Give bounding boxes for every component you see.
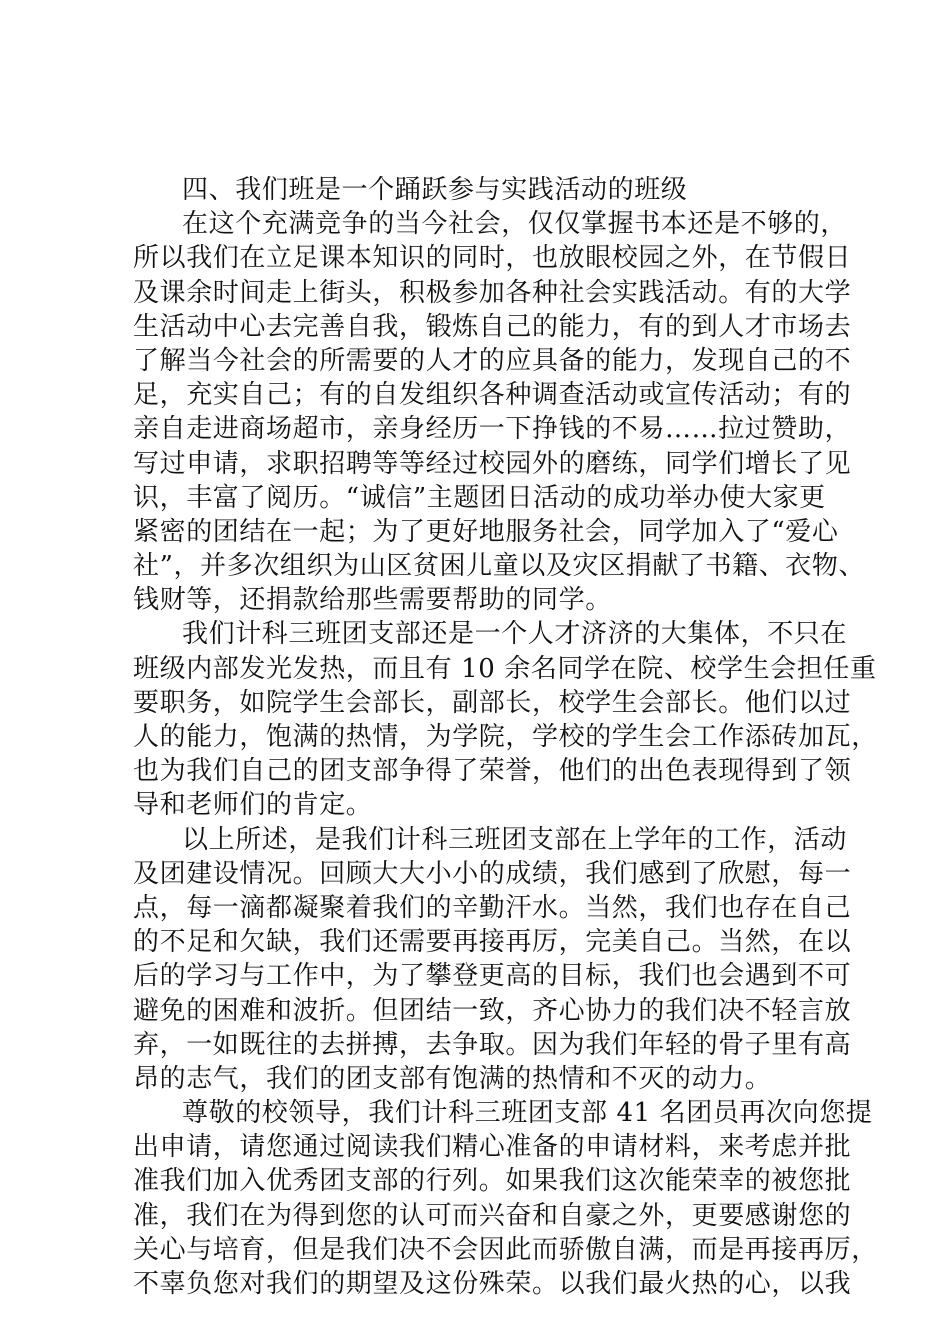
paragraph-line: 不辜负您对我们的期望及这份殊荣。以我们最火热的心，以我 (133, 1269, 852, 1299)
paragraph-line: 钱财等，还捐款给那些需要帮助的同学。 (133, 585, 612, 616)
paragraph-line: 写过申请，求职招聘等等经过校园外的磨练，同学们增长了见 (133, 448, 852, 479)
paragraph-line: 导和老师们的肯定。 (133, 790, 373, 821)
paragraph-line: 准，我们在为得到您的认可而兴奋和自豪之外，更要感谢您的 (133, 1200, 852, 1231)
paragraph-line: 要职务，如院学生会部长，副部长，校学生会部长。他们以过 (133, 687, 852, 718)
paragraph-line: 亲自走进商场超市，亲身经历一下挣钱的不易……拉过赞助， (133, 414, 852, 445)
paragraph-line: 我们计科三班团支部还是一个人才济济的大集体，不只在 (182, 619, 848, 650)
paragraph-line: 班级内部发光发热，而且有 10 余名同学在院、校学生会担任重 (133, 653, 877, 684)
paragraph-line: 及团建设情况。回顾大大小小的成绩，我们感到了欣慰，每一 (133, 858, 852, 889)
paragraph-line: 尊敬的校领导，我们计科三班团支部 41 名团员再次向您提 (182, 1098, 873, 1129)
paragraph-line: 紧密的团结在一起；为了更好地服务社会，同学加入了“爱心 (133, 516, 839, 547)
paragraph-line: 社”，并多次组织为山区贫困儿童以及灾区捐献了书籍、衣物、 (133, 551, 866, 582)
paragraph-line: 点，每一滴都凝聚着我们的辛勤汗水。当然，我们也存在自己 (133, 892, 852, 923)
paragraph-line: 后的学习与工作中，为了攀登更高的目标，我们也会遇到不可 (133, 961, 852, 992)
paragraph-line: 所以我们在立足课本知识的同时，也放眼校园之外，在节假日 (133, 243, 852, 274)
paragraph-line: 昂的志气，我们的团支部有饱满的热情和不灭的动力。 (133, 1063, 772, 1094)
paragraph-line: 人的能力，饱满的热情，为学院，学校的学生会工作添砖加瓦， (133, 722, 878, 752)
section-heading: 四、我们班是一个踊跃参与实践活动的班级 (182, 175, 688, 205)
document-body (133, 173, 878, 1301)
paragraph-line: 生活动中心去完善自我，锻炼自己的能力，有的到人才市场去 (133, 311, 852, 342)
paragraph-line: 及课余时间走上街头，积极参加各种社会实践活动。有的大学 (133, 277, 852, 308)
paragraph-line: 的不足和欠缺，我们还需要再接再厉，完美自己。当然，在以 (133, 927, 852, 958)
paragraph-line: 准我们加入优秀团支部的行列。如果我们这次能荣幸的被您批 (133, 1166, 852, 1197)
paragraph-line: 出申请，请您通过阅读我们精心准备的申请材料，来考虑并批 (133, 1132, 852, 1163)
paragraph-line: 以上所述，是我们计科三班团支部在上学年的工作，活动 (182, 824, 848, 855)
paragraph-line: 避免的困难和波折。但团结一致，齐心协力的我们决不轻言放 (133, 995, 852, 1026)
paragraph-line: 也为我们自己的团支部争得了荣誉，他们的出色表现得到了领 (133, 756, 852, 787)
paragraph-line: 在这个充满竞争的当今社会，仅仅掌握书本还是不够的， (182, 209, 848, 240)
paragraph-line: 识，丰富了阅历。“诚信”主题团日活动的成功举办使大家更 (133, 482, 826, 513)
paragraph-line: 弃，一如既往的去拼搏，去争取。因为我们年轻的骨子里有高 (133, 1029, 852, 1060)
paragraph-line: 足，充实自己；有的自发组织各种调查活动或宣传活动；有的 (133, 380, 852, 411)
paragraph-line: 了解当今社会的所需要的人才的应具备的能力，发现自己的不 (133, 345, 852, 376)
paragraph-line: 关心与培育，但是我们决不会因此而骄傲自满，而是再接再厉， (133, 1234, 878, 1265)
